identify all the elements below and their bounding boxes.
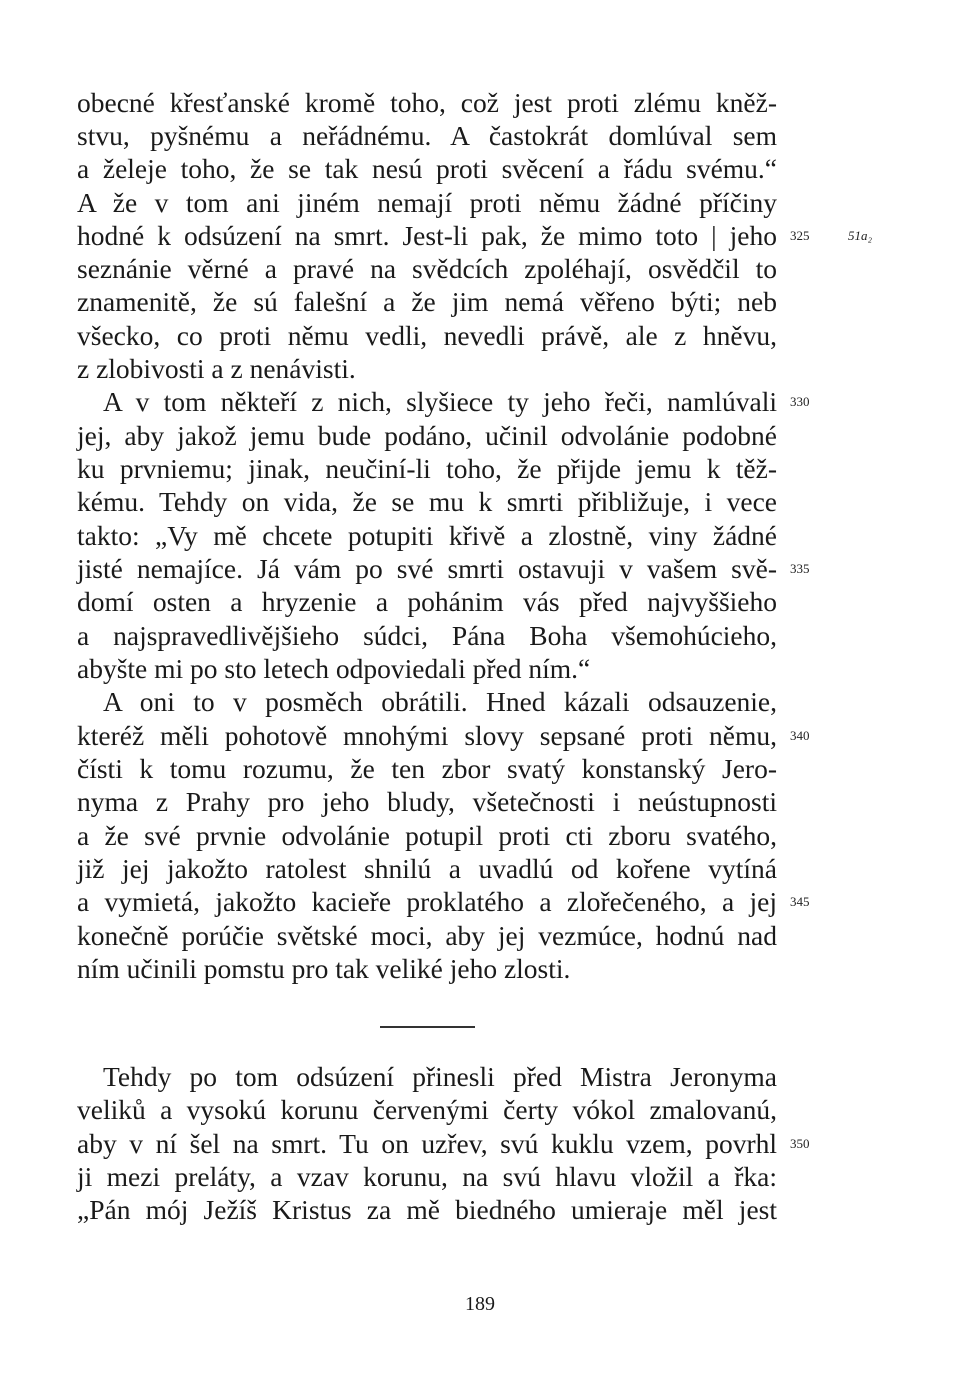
text-line: A oni to v posměch obrátili. Hned kázali odsauzenie, — [103, 686, 777, 717]
text-line: všecko, co proti němu vedli, nevedli právě, ale z hněvu, — [77, 320, 777, 351]
text-line: kému. Tehdy on vida, že se mu k smrti přibližuje, i vece — [77, 486, 777, 517]
text-line: jej, aby jakož jemu bude podáno, učinil odvolánie podobné — [77, 420, 777, 451]
line-number: 335 — [790, 561, 810, 576]
text-line: veliků a vysokú korunu červenými čerty vókol zmalovanú, — [77, 1094, 777, 1125]
text-line: ku prvniemu; jinak, neučiní-li toho, že přijde jemu k těž- — [77, 453, 777, 484]
line-number: 340 — [790, 728, 810, 743]
text-line: a želeje toho, že se tak nesú proti svěcení a řádu svému.“ — [77, 153, 777, 184]
text-line: domí osten a hryzenie a pohánim vás před najvyššieho — [77, 586, 777, 617]
text-line: ním učinili pomstu pro tak veliké jeho zlosti. — [77, 953, 571, 984]
text-line: seznánie věrné a pravé na svědcích zpoléhají, osvědčil to — [77, 253, 777, 284]
text-line: „Pán mój Ježíš Kristus za mě biedného umieraje měl jest — [77, 1194, 777, 1225]
text-line: a že své prvnie odvolánie potupil proti cti zboru svatého, — [77, 820, 777, 851]
text-line: z zlobivosti a z nenávisti. — [77, 353, 356, 384]
text-line: nyma z Prahy pro jeho bludy, všetečnosti i neústupnosti — [77, 786, 777, 817]
text-line: čísti k tomu rozumu, že ten zbor svatý konstanský Jero- — [77, 753, 777, 784]
text-line: abyšte mi po sto letech odpoviedali před ním.“ — [77, 653, 591, 684]
text-line: konečně porúčie světské moci, aby jej vezmúce, hodnú nad — [77, 920, 777, 951]
page-number: 189 — [465, 1293, 495, 1315]
text-line: a najspravedlivějšieho súdci, Pána Boha všemohúcieho, — [77, 620, 777, 651]
text-line: ji mezi preláty, a vzav korunu, na svú hlavu vložil a řka: — [77, 1161, 777, 1192]
text-line: znamenitě, že sú falešní a že jim nemá věřeno býti; neb — [77, 286, 777, 317]
text-line: Tehdy po tom odsúzení přinesli před Mistra Jeronyma — [103, 1061, 777, 1092]
text-line: jisté nemajíce. Já vám po své smrti ostavuji v vašem svě- — [77, 553, 777, 584]
line-number: 345 — [790, 894, 810, 909]
section-separator — [380, 1026, 475, 1028]
text-line: kteréž měli pohotově mnohými slovy sepsané proti němu, — [77, 720, 777, 751]
text-line: takto: „Vy mě chcete potupiti křivě a zlostně, viny žádné — [77, 520, 777, 551]
text-line: stvu, pyšnému a neřádnému. A častokrát domlúval sem — [77, 120, 777, 151]
text-line: a vymietá, jakožto kacieře proklatého a zlořečeného, a jej — [77, 886, 777, 917]
line-number: 325 — [790, 228, 810, 243]
text-line: již jej jakožto ratolest shnilú a uvadlú od kořene vytíná — [77, 853, 777, 884]
line-number: 330 — [790, 394, 810, 409]
line-number: 350 — [790, 1136, 810, 1151]
text-line: obecné křesťanské kromě toho, což jest proti zlému kněž- — [77, 87, 777, 118]
text-line: A že v tom ani jiném nemají proti němu žádné příčiny — [77, 187, 777, 218]
text-line: hodné k odsúzení na smrt. Jest-li pak, že mimo toto | jeho — [77, 220, 777, 251]
folio-reference: 51a₂ — [848, 228, 873, 243]
text-line: A v tom někteří z nich, slyšiece ty jeho řeči, namlúvali — [103, 386, 777, 417]
text-line: aby v ní šel na smrt. Tu on uzřev, svú kuklu vzem, povrhl — [77, 1128, 777, 1159]
